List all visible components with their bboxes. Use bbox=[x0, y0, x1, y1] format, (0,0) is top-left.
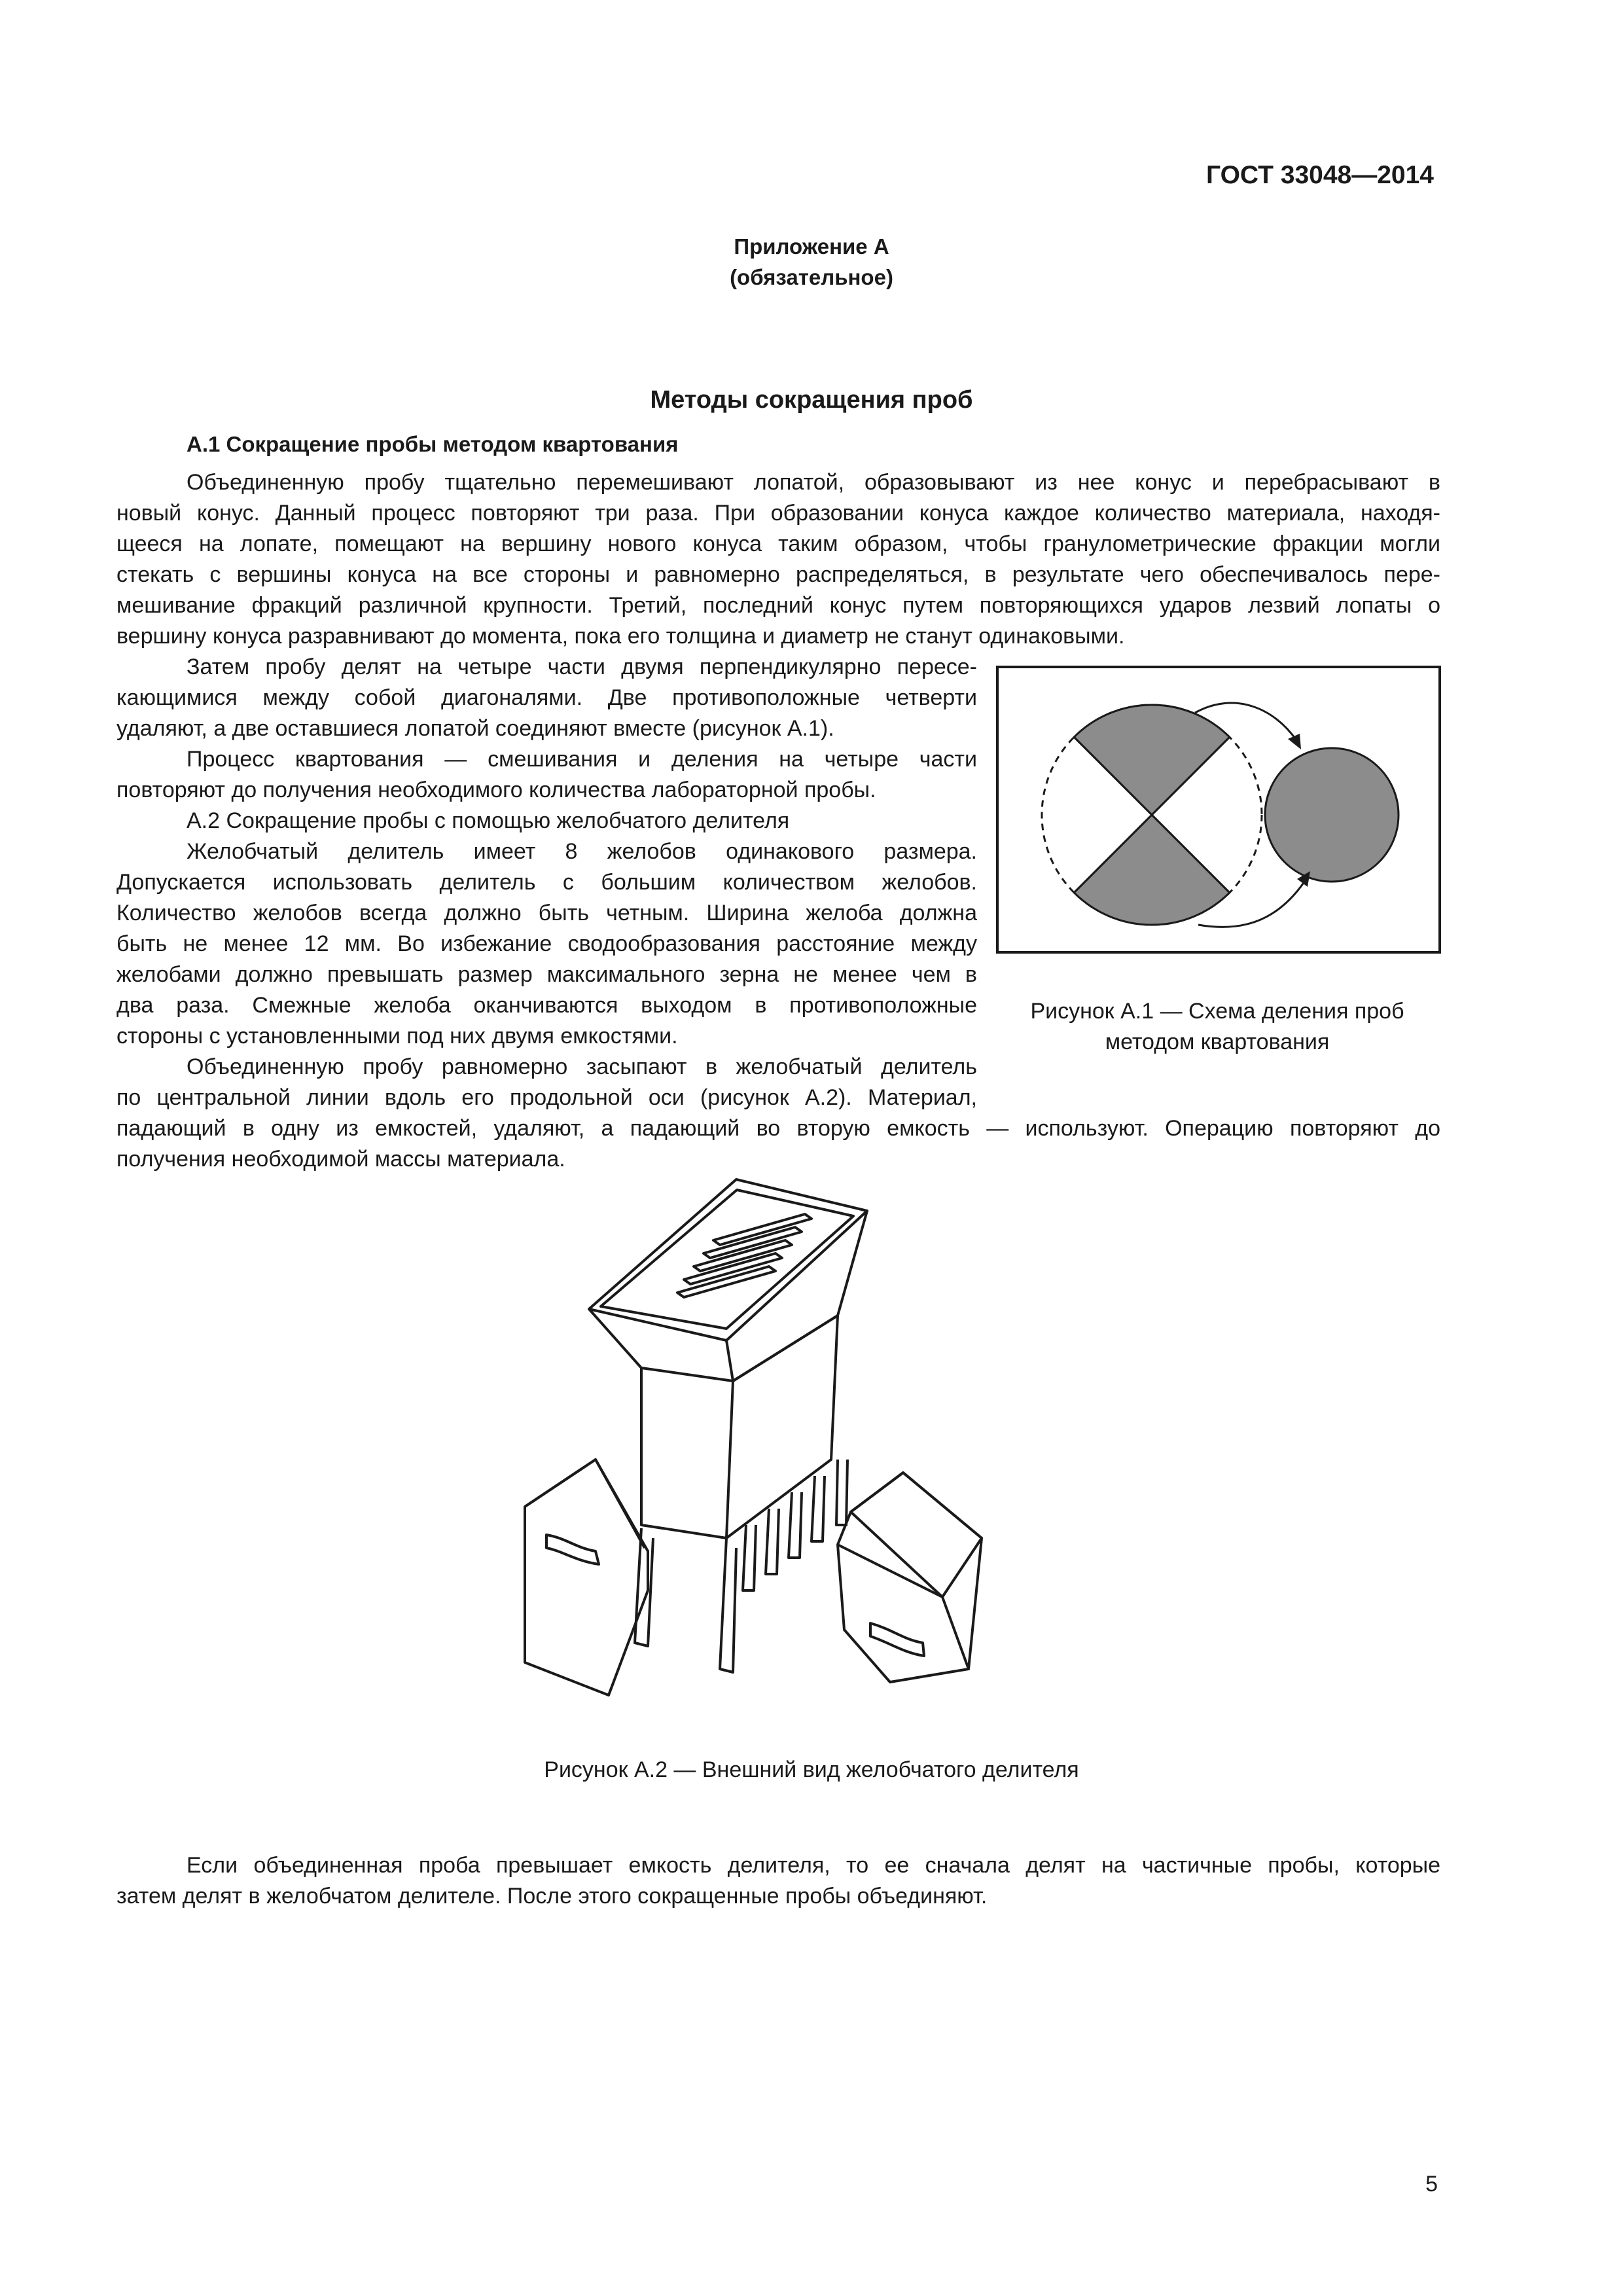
document-standard-number: ГОСТ 33048—2014 bbox=[1206, 161, 1434, 189]
para5-line: получения необходимой массы материала. bbox=[116, 1147, 565, 1172]
para4-line: желобами должно превышать размер максимального зерна не менее чем в bbox=[116, 962, 977, 987]
quartering-diagram bbox=[999, 668, 1438, 951]
para3-line: повторяют до получения необходимого количества лабораторной пробы. bbox=[116, 778, 876, 802]
receiving-pan-right-top bbox=[851, 1473, 982, 1597]
para4-line: Допускается использовать делитель с большим количеством желобов. bbox=[116, 870, 977, 895]
chute bbox=[743, 1525, 756, 1590]
para4-line: Желобчатый делитель имеет 8 желобов одинакового размера. bbox=[187, 839, 977, 864]
chute bbox=[720, 1538, 736, 1672]
para2-line: удаляют, а две оставшиеся лопатой соединяют вместе (рисунок А.1). bbox=[116, 716, 834, 741]
riffle-slat bbox=[677, 1266, 776, 1297]
para5-line: падающий в одну из емкостей, удаляют, а падающий во вторую емкость — используют. Операцию повторяют до bbox=[116, 1116, 1440, 1141]
para6-line: затем делят в желобчатом делителе. После этого сокращенные пробы объединяют. bbox=[116, 1884, 988, 1909]
para4-line: быть не менее 12 мм. Во избежание сводообразования расстояние между bbox=[116, 931, 977, 956]
para5-line: по центральной линии вдоль его продольной оси (рисунок А.2). Материал, bbox=[116, 1085, 977, 1110]
splitter-body-front bbox=[641, 1368, 733, 1538]
appendix-label: Приложение А bbox=[734, 234, 889, 259]
pan-handle-left bbox=[546, 1535, 599, 1564]
para1-line: щееся на лопате, помещают на вершину нового конуса таким образом, чтобы гранулометрические фракции могли bbox=[116, 531, 1440, 556]
figure-a1-frame bbox=[996, 666, 1441, 954]
para4-line: Количество желобов всегда должно быть четным. Ширина желоба должна bbox=[116, 901, 977, 925]
para1-line: Объединенную пробу тщательно перемешивают лопатой, образовывают из нее конус и перебрасывают в bbox=[187, 470, 1440, 495]
para2-line: Затем пробу делят на четыре части двумя перпендикулярно пересе- bbox=[187, 655, 977, 679]
para1-line: новый конус. Данный процесс повторяют три раза. При образовании конуса каждое количество материала, находя- bbox=[116, 501, 1440, 526]
para1-line: мешивание фракций различной крупности. Третий, последний конус путем повторяющихся ударов лезвий лопаты о bbox=[116, 593, 1440, 618]
arrow-head-top bbox=[1288, 734, 1301, 749]
para3-line: Процесс квартования — смешивания и деления на четыре части bbox=[187, 747, 977, 772]
section-a1-heading: А.1 Сокращение пробы методом квартования bbox=[187, 432, 679, 456]
splitter-body-side bbox=[726, 1316, 838, 1538]
appendix-title: Методы сокращения проб bbox=[650, 386, 973, 414]
receiving-pan-left-top bbox=[525, 1460, 645, 1548]
para4-line: стороны с установленными под них двумя емкостями. bbox=[116, 1024, 678, 1049]
section-a2-heading: А.2 Сокращение пробы с помощью желобчатого делителя bbox=[187, 808, 790, 833]
para1-line: стекать с вершины конуса на все стороны и равномерно распределяться, в результате чего обеспечивалось пере- bbox=[116, 562, 1440, 587]
figure-a2-caption: Рисунок А.2 — Внешний вид желобчатого делителя bbox=[544, 1757, 1079, 1782]
riffle-splitter-drawing bbox=[510, 1172, 1086, 1715]
chute bbox=[812, 1476, 825, 1541]
para1-line: вершину конуса разравнивают до момента, пока его толщина и диаметр не станут одинаковыми. bbox=[116, 624, 1125, 649]
para4-line: два раза. Смежные желоба оканчиваются выходом в противоположные bbox=[116, 993, 977, 1018]
appendix-status: (обязательное) bbox=[730, 265, 893, 289]
chute bbox=[836, 1460, 847, 1525]
chute bbox=[789, 1492, 802, 1558]
page-number: 5 bbox=[1425, 2172, 1438, 2197]
para2-line: кающимися между собой диагоналями. Две противоположные четверти bbox=[116, 685, 977, 710]
hopper-rim bbox=[589, 1179, 867, 1340]
chute bbox=[766, 1509, 779, 1574]
para6-line: Если объединенная проба превышает емкость делителя, то ее сначала делят на частичные пробы, которые bbox=[187, 1853, 1440, 1878]
figure-a1-caption-line1: Рисунок А.1 — Схема деления проб bbox=[1030, 999, 1404, 1024]
figure-a1-caption-line2: методом квартования bbox=[1105, 1030, 1330, 1054]
pan-handle-right bbox=[870, 1623, 924, 1656]
hopper-left-side bbox=[589, 1309, 733, 1381]
new-cone bbox=[1265, 748, 1399, 882]
para5-line: Объединенную пробу равномерно засыпают в желобчатый делитель bbox=[187, 1054, 977, 1079]
